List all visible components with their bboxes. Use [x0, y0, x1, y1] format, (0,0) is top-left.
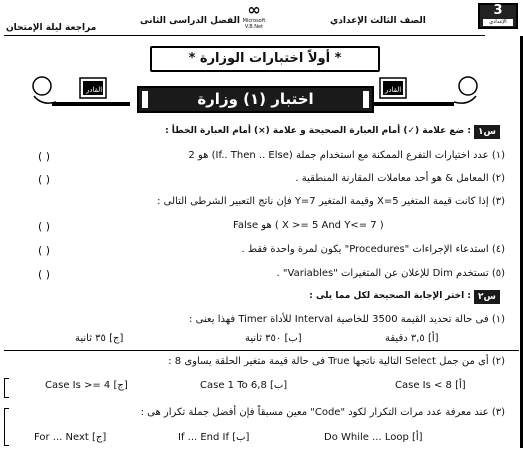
q1-item-2-answer[interactable]: ( ) — [38, 173, 51, 186]
q2-item-1-text: فى حالة تحديد القيمة 3500 للخاصية Interval للأداة Timer فهذا يعنى : — [189, 314, 489, 325]
q2-item-3 — [141, 407, 505, 418]
q2-item-2-num: (٢) — [491, 356, 505, 367]
q1-label: س١ — [474, 125, 500, 139]
q1-item-4-num: (٤) — [491, 244, 505, 255]
q1-title: : ضع علامة (✓) أمام العبارة الصحيحة و علامة (×) أمام العبارة الخطأ : — [165, 126, 471, 136]
q1-item-3-num: (٣) — [491, 196, 505, 207]
q1-item-1-answer[interactable]: ( ) — [38, 150, 51, 163]
q1-item-3-answer[interactable]: ( ) — [38, 220, 51, 233]
logo-sub: V.B.Net — [244, 24, 264, 30]
q1-item-5-text: تستخدم Dim للإعلان عن المتغيرات "Variables" . — [276, 268, 489, 279]
q1-item-3-text: إذا كانت قيمة المتغير X=5 وقيمة المتغير Y=7 فإن ناتج التعبير الشرطى التالى : — [157, 196, 489, 207]
q1-item-1-num: (١) — [491, 150, 505, 161]
student-illustration-left — [22, 72, 132, 114]
grade-label: الصف الثالث الإعدادي — [330, 16, 426, 26]
q1-item-3 — [157, 196, 505, 207]
q2-3-option-b[interactable]: [ب] If ... End If — [178, 432, 250, 443]
grade-badge — [478, 3, 518, 29]
q2-2-option-b[interactable]: [ب] Case 1 To 6,8 — [200, 380, 288, 391]
q2-label: س٢ — [474, 290, 500, 304]
q1-item-4-answer[interactable]: ( ) — [38, 244, 51, 257]
q2-2-option-c[interactable]: [ج] Case Is >= 4 — [45, 380, 128, 391]
header-divider — [4, 35, 485, 36]
q1-item-1-text: عدد اختيارات التفرع الممكنة مع استخدام جملة (If.. Then .. Else) هو 2 — [188, 150, 489, 161]
q2-3-bracket — [4, 408, 9, 446]
badge-sub: الإعدادي — [483, 19, 513, 26]
q2-item-1 — [189, 314, 505, 325]
badge-number: 3 — [493, 3, 503, 18]
svg-text:القادر: القادر — [385, 86, 402, 94]
q2-3-option-c[interactable]: [ج] For ... Next — [34, 432, 107, 443]
q1-item-5-answer[interactable]: ( ) — [38, 268, 51, 281]
q2-2-bracket — [4, 378, 9, 398]
q2-item-3-text: عند معرفة عدد مرات التكرار لكود "Code" معين مسبقاً فإن أفضل جملة تكرار هى : — [140, 407, 489, 418]
q2-2-option-a[interactable]: [أ] Case Is < 8 — [395, 380, 466, 391]
svg-text:القادر: القادر — [86, 86, 103, 94]
q2-title: : اختر الإجابة الصحيحة لكل مما يلى : — [309, 291, 471, 301]
q1-item-2-text: المعامل & هو أحد معاملات المقارنة المنطقية . — [295, 173, 489, 184]
q2-3-option-a[interactable]: [أ] Do While ... Loop — [324, 432, 423, 443]
q1-item-2-num: (٢) — [491, 173, 505, 184]
q1-item-3-expression-text: False هو ( X >= 5 And Y<= 7 ) — [233, 220, 384, 231]
infinity-icon: ∞ — [247, 0, 261, 19]
q1-item-3-expression — [233, 220, 384, 231]
q1-item-4-text: استدعاء الإجراءات "Procedures" يكون لمرة واحدة فقط . — [241, 244, 489, 255]
q2-item-2-text: أى من جمل Select التالية ناتجها True فى حالة قيمة متغير الحلقة يساوى 8 : — [168, 356, 489, 367]
q1-item-4 — [242, 244, 505, 255]
q2-1-option-c[interactable]: [ج] ٣٥ ثانية — [75, 333, 124, 344]
q1-item-5 — [277, 268, 505, 279]
q2-item-1-num: (١) — [491, 314, 505, 325]
q2-item-3-num: (٣) — [491, 407, 505, 418]
q2-1-option-b[interactable]: [ب] ٣٥٠ ثانية — [245, 333, 302, 344]
q1-item-1 — [188, 150, 505, 161]
student-illustration-right — [372, 72, 492, 114]
q2-1-option-a[interactable]: [أ] ٣,٥ دقيقة — [385, 333, 439, 344]
logo-brand: Microsoft — [242, 18, 266, 24]
q1-item-5-num: (٥) — [491, 268, 505, 279]
term-label: الفصل الدراسى الثانى — [140, 16, 240, 26]
q2-divider — [4, 350, 519, 351]
review-label: مراجعة ليلة الإمتحان — [6, 23, 97, 33]
microsoft-logo — [239, 2, 269, 34]
section-title: * أولاً اختبارات الوزارة * — [150, 46, 380, 72]
exam-banner: اختبار (١) وزارة — [137, 86, 374, 113]
q2-item-2 — [168, 356, 505, 367]
q1-item-2 — [295, 173, 505, 184]
